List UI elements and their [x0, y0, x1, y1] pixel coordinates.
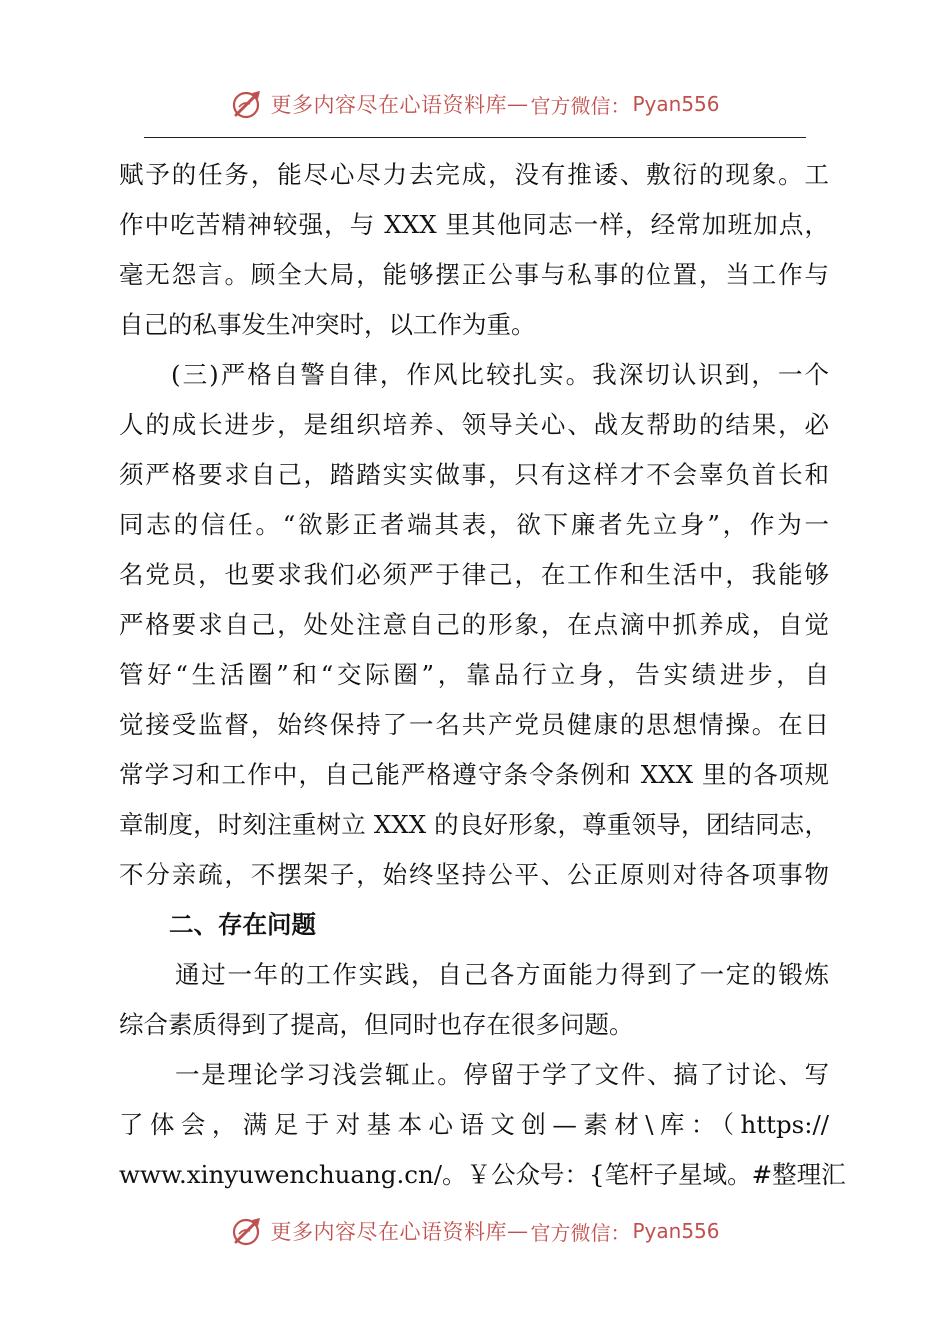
body-line: 自己的私事发生冲突时，以工作为重。 [119, 310, 536, 339]
body-line: 须严格要求自己，踏踏实实做事，只有这样才不会辜负首长和 [119, 460, 829, 489]
body-line: 觉接受监督，始终保持了一名共产党员健康的思想情操。在日 [119, 710, 829, 739]
banner-wechat-id: Pyan556 [632, 92, 720, 116]
header-divider [144, 137, 806, 138]
body-line: 章制度，时刻注重树立 XXX 的良好形象，尊重领导，团结同志， [119, 810, 829, 839]
header-banner [0, 84, 950, 124]
banner-wechat-label: 官方微信： [530, 1220, 631, 1245]
body-line: 人的成长进步，是组织培养、领导关心、战友帮助的结果，必 [119, 410, 829, 439]
banner-wechat-id: Pyan556 [632, 1219, 720, 1243]
section-heading: 二、存在问题 [169, 910, 316, 939]
section-3-heading-line: (三)严格自警自律，作风比较扎实。我深切认识到，一个 [171, 360, 829, 389]
body-line: 严格要求自己，处处注意自己的形象，在点滴中抓养成，自觉 [119, 610, 829, 639]
pen-logo-icon [230, 1214, 264, 1248]
body-line: 名党员，也要求我们必须严于律己，在工作和生活中，我能够 [119, 560, 829, 589]
banner-text: 更多内容尽在心语资料库 [270, 93, 507, 117]
banner-wechat-label: 官方微信： [530, 93, 631, 118]
body-line: 毫无怨言。顾全大局，能够摆正公事与私事的位置，当工作与 [119, 260, 829, 289]
body-line: 管好“生活圈”和“交际圈”，靠品行立身，告实绩进步，自 [119, 660, 829, 689]
banner-text: 更多内容尽在心语资料库 [270, 1220, 507, 1244]
pen-logo-icon [230, 87, 264, 121]
banner-dash: — [506, 92, 529, 116]
footer-banner [0, 1211, 950, 1251]
body-line: 作中吃苦精神较强，与 XXX 里其他同志一样，经常加班加点， [119, 210, 829, 239]
body-line: 综合素质得到了提高，但同时也存在很多问题。 [119, 1010, 634, 1039]
banner-dash: — [506, 1219, 529, 1243]
body-line: 同志的信任。“欲影正者端其表，欲下廉者先立身”，作为一 [119, 510, 829, 539]
body-line: www.xinyuwenchuang.cn/。￥公众号：{笔杆子星域。#整理汇 [119, 1160, 846, 1189]
body-line: 一是理论学习浅尝辄止。停留于学了文件、搞了讨论、写 [175, 1060, 829, 1089]
document-body [119, 150, 846, 1200]
body-line: 了体会，满足于对基本心语文创—素材\库：（https:// [119, 1110, 829, 1139]
body-line: 赋予的任务，能尽心尽力去完成，没有推诿、敷衍的现象。工 [119, 160, 829, 189]
body-line: 不分亲疏，不摆架子，始终坚持公平、公正原则对待各项事物 [119, 860, 829, 889]
body-line: 通过一年的工作实践，自己各方面能力得到了一定的锻炼 [175, 960, 829, 989]
body-line: 常学习和工作中，自己能严格遵守条令条例和 XXX 里的各项规 [119, 760, 829, 789]
